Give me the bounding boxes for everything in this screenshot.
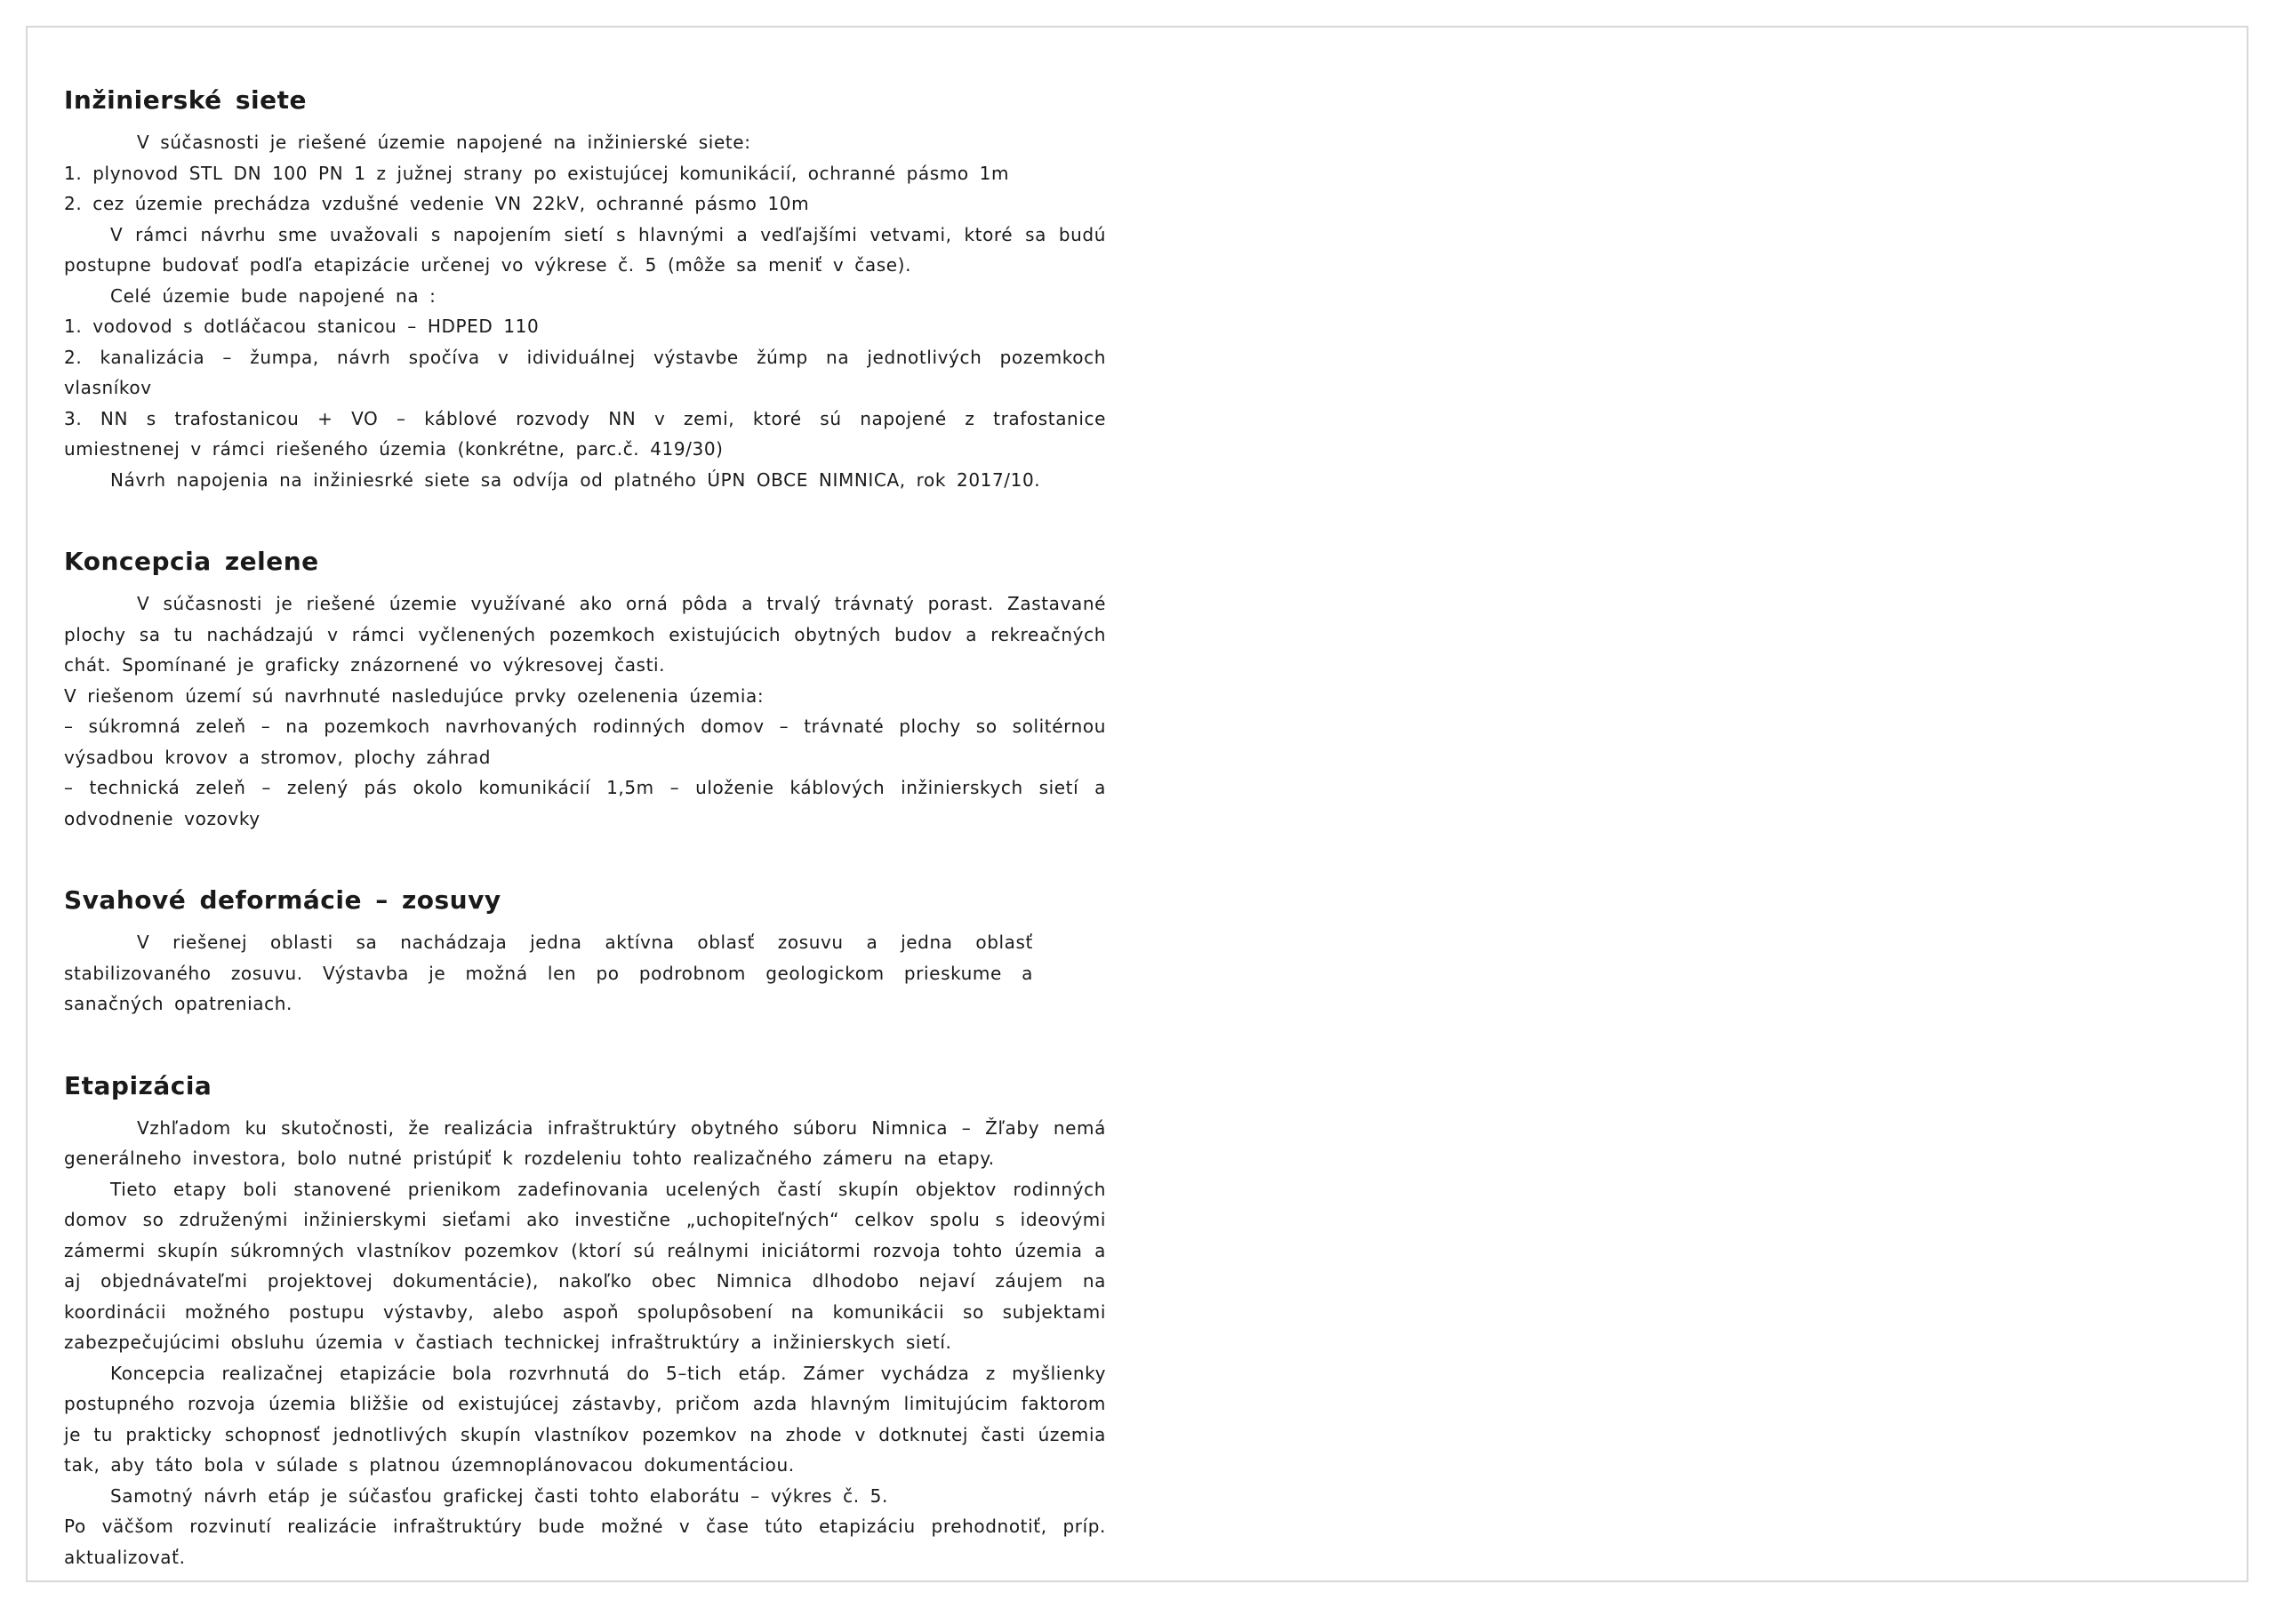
section-title: Koncepcia zelene — [64, 547, 319, 576]
paragraph: V súčasnosti je riešené územie napojené na inžinierské siete: — [137, 132, 751, 153]
paragraph: Návrh napojenia na inžiniesrké siete sa odvíja od platného ÚPN OBCE NIMNICA, rok 2017/10. — [110, 468, 1041, 491]
list-item: – technická zeleň – zelený pás okolo komunikácií 1,5m – uloženie káblových inžinierskych sietí a odvodnenie vozovky — [64, 777, 1106, 829]
list-item: – súkromná zeleň – na pozemkoch navrhovaných rodinných domov – trávnaté plochy so solitérnou výsadbou krovov a stromov, plochy záhrad — [64, 716, 1106, 768]
list-item: 1. plynovod STL DN 100 PN 1 z južnej strany po existujúcej komunikácií, ochranné pásmo 1m — [64, 162, 1010, 184]
paragraph: Koncepcia realizačnej etapizácie bola rozvrhnutá do 5–tich etáp. Zámer vychádza z myšlienky postupného rozvoja územia bližšie od existujúcej zástavby, pričom azda hlavným limitujúcim faktorom je tu prakticky schopnosť jednotlivých skupín vlastníkov pozemkov na zhode v dotknutej časti územia tak, aby táto bola v súlade s platnou územnoplánovacou dokumentáciou. — [64, 1362, 1106, 1476]
paragraph: V rámci návrhu sme uvažovali s napojením sietí s hlavnými a vedľajšími vetvami, ktoré sa budú postupne budovať podľa etapizácie určenej vo výkrese č. 5 (môže sa meniť v čase). — [64, 223, 1106, 276]
paragraph: V riešenom území sú navrhnuté nasledujúce prvky ozelenenia územia: — [64, 684, 765, 707]
section-title: Etapizácia — [64, 1070, 212, 1100]
paragraph: V riešenej oblasti sa nachádzaja jedna aktívna oblasť zosuvu a jedna oblasť stabilizovaného zosuvu. Výstavba je možná len po podrobnom geologickom prieskume a sanačných opatreniach. — [64, 932, 1033, 1014]
section-title: Inžinierské siete — [64, 85, 307, 115]
document-body — [64, 85, 1106, 1624]
list-item: 1. vodovod s dotláčacou stanicou – HDPED 110 — [64, 316, 540, 337]
section-etapizacia — [64, 1071, 1106, 1573]
section-svahove-deformacie — [64, 885, 1106, 1020]
paragraph: Tieto etapy boli stanovené prienikom zadefinovania ucelených častí skupín objektov rodinných domov so združenými inžinierskymi sieťami ako investične „uchopiteľných“ celkov spolu s ideovými zámermi skupín súkromných vlastníkov pozemkov (ktorí sú reálnymi iniciátormi rozvoja tohto územia a aj objednávateľmi projektovej dokumentácie), nakoľko obec Nimnica dlhodobo nejaví záujem na koordinácii možného postupu výstavby, alebo aspoň spolupôsobení na komunikácii so subjektami zabezpečujúcimi obsluhu územia v častiach technickej infraštruktúry a inžinierskych sietí. — [64, 1178, 1106, 1353]
section-title: Svahové deformácie – zosuvy — [64, 885, 501, 915]
section-inzinierske-siete — [64, 85, 1106, 495]
paragraph: Po väčšom rozvinutí realizácie infraštruktúry bude možné v čase túto etapizáciu prehodnotiť, príp. aktualizovať. — [64, 1516, 1106, 1568]
list-item: 2. cez územie prechádza vzdušné vedenie VN 22kV, ochranné pásmo 10m — [64, 193, 810, 214]
list-item: 3. NN s trafostanicou + VO – káblové rozvody NN v zemi, ktoré sú napojené z trafostanice umiestnenej v rámci riešeného územia (konkrétne, parc.č. 419/30) — [64, 407, 1106, 460]
paragraph: V súčasnosti je riešené územie využívané ako orná pôda a trvalý trávnatý porast. Zastavané plochy sa tu nachádzajú v rámci vyčlenených pozemkoch existujúcich obytných budov a rekreačných chát. Spomínané je graficky znázornené vo výkresovej časti. — [64, 593, 1106, 676]
section-koncepcia-zelene — [64, 547, 1106, 834]
paragraph: Samotný návrh etáp je súčasťou grafickej časti tohto elaborátu – výkres č. 5. — [110, 1484, 888, 1507]
list-item: 2. kanalizácia – žumpa, návrh spočíva v idividuálnej výstavbe žúmp na jednotlivých pozemkoch vlasníkov — [64, 346, 1106, 398]
paragraph: Celé územie bude napojené na : — [110, 284, 437, 307]
paragraph: Vzhľadom ku skutočnosti, že realizácia infraštruktúry obytného súboru Nimnica – Žľaby nemá generálneho investora, bolo nutné pristúpiť k rozdeleniu tohto realizačného zámeru na etapy. — [64, 1116, 1106, 1169]
